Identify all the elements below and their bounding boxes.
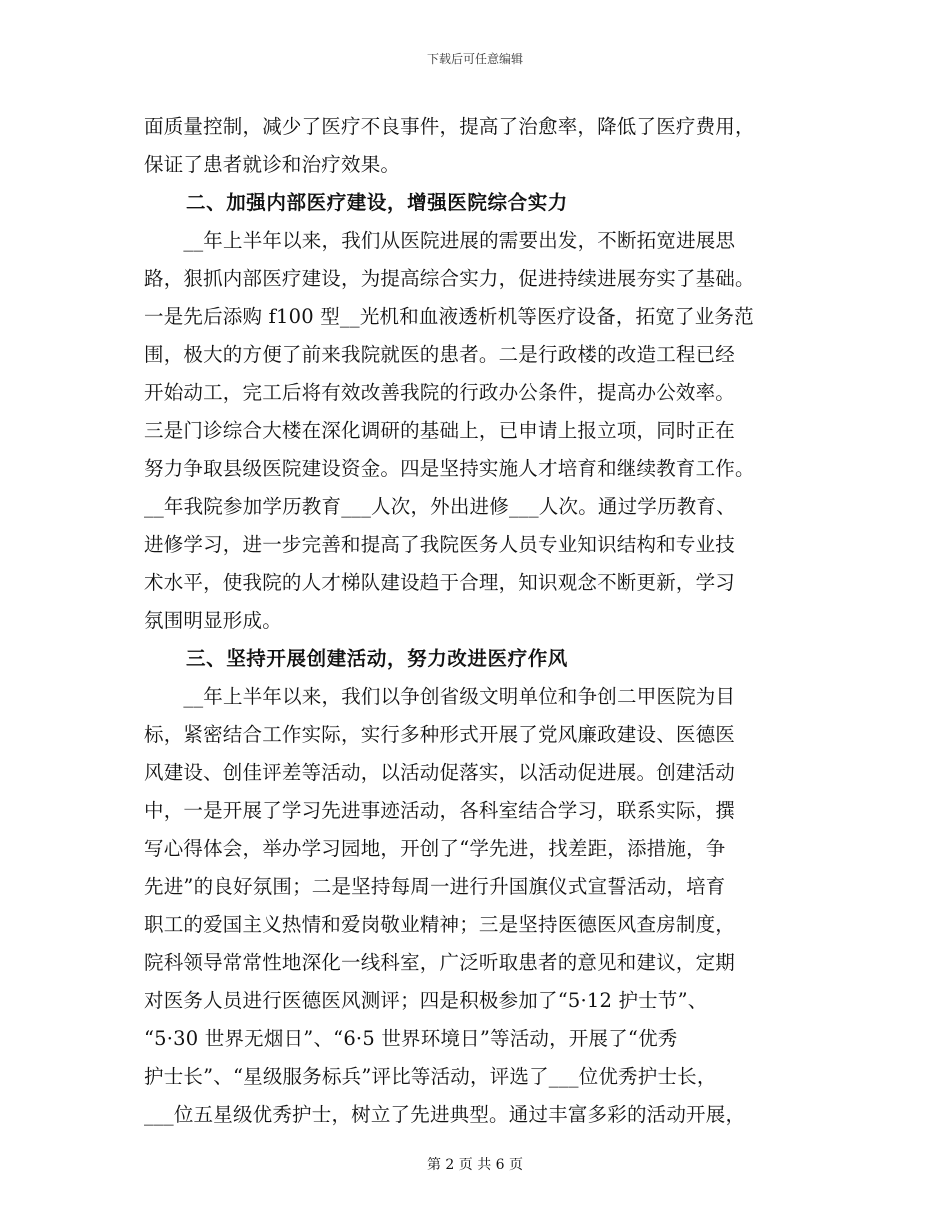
body-line: 对医务人员进行医德医风测评；四是积极参加了“5·12 护士节”、 [144,989,708,1012]
section-heading: 三、坚持开展创建活动，努力改进医疗作风 [186,647,568,670]
body-line: __年上半年以来，我们从医院进展的需要出发，不断拓宽进展思 [144,229,736,252]
body-line: 路，狠抓内部医疗建设，为提高综合实力，促进持续进展夯实了基础。 [144,267,755,290]
body-line: 先进”的良好氛围；二是坚持每周一进行升国旗仪式宣誓活动，培育 [144,875,726,898]
body-line: __年我院参加学历教育___人次，外出进修___人次。通过学历教育、 [144,495,736,518]
body-line: 进修学习，进一步完善和提高了我院医务人员专业知识结构和专业技 [144,533,736,556]
body-line: 写心得体会，举办学习园地，开创了“学先进，找差距，添措施，争 [144,837,726,860]
body-line: ___位五星级优秀护士，树立了先进典型。通过丰富多彩的活动开展， [144,1103,746,1126]
body-line: 中，一是开展了学习先进事迹活动，各科室结合学习，联系实际，撰 [144,799,736,822]
body-line: 职工的爱国主义热情和爱岗敬业精神；三是坚持医德医风查房制度， [144,913,736,936]
body-line: 术水平，使我院的人才梯队建设趋于合理，知识观念不断更新，学习 [144,571,736,594]
body-line: 努力争取县级医院建设资金。四是坚持实施人才培育和继续教育工作。 [144,457,755,480]
body-line: 院科领导常常性地深化一线科室，广泛听取患者的意见和建议，定期 [144,951,736,974]
page-header: 下载后可任意编辑 [426,52,523,66]
body-line: 面质量控制，减少了医疗不良事件，提高了治愈率，降低了医疗费用， [144,115,755,138]
body-line: 标，紧密结合工作实际，实行多种形式开展了党风廉政建设、医德医 [144,723,736,746]
section-heading: 二、加强内部医疗建设，增强医院综合实力 [186,191,568,214]
document-body [144,108,806,1134]
body-line: “5·30 世界无烟日”、“6·5 世界环境日”等活动，开展了“优秀 [144,1027,678,1050]
body-line: 护士长”、“星级服务标兵”评比等活动，评选了___位优秀护士长， [144,1065,717,1088]
body-line: 一是先后添购 f100 型__光机和血液透析机等医疗设备，拓宽了业务范 [144,305,754,328]
body-line: 风建设、创佳评差等活动，以活动促落实，以活动促进展。创建活动 [144,761,736,784]
body-line: 氛围明显形成。 [144,609,282,632]
body-line: 围，极大的方便了前来我院就医的患者。二是行政楼的改造工程已经 [144,343,736,366]
page-number: 第 2 页 共 6 页 [426,1157,524,1173]
body-line: 三是门诊综合大楼在深化调研的基础上，已申请上报立项，同时正在 [144,419,736,442]
body-line: __年上半年以来，我们以争创省级文明单位和争创二甲医院为目 [144,685,736,708]
body-line: 开始动工，完工后将有效改善我院的行政办公条件，提高办公效率。 [144,381,736,404]
body-line: 保证了患者就诊和治疗效果。 [144,153,401,176]
